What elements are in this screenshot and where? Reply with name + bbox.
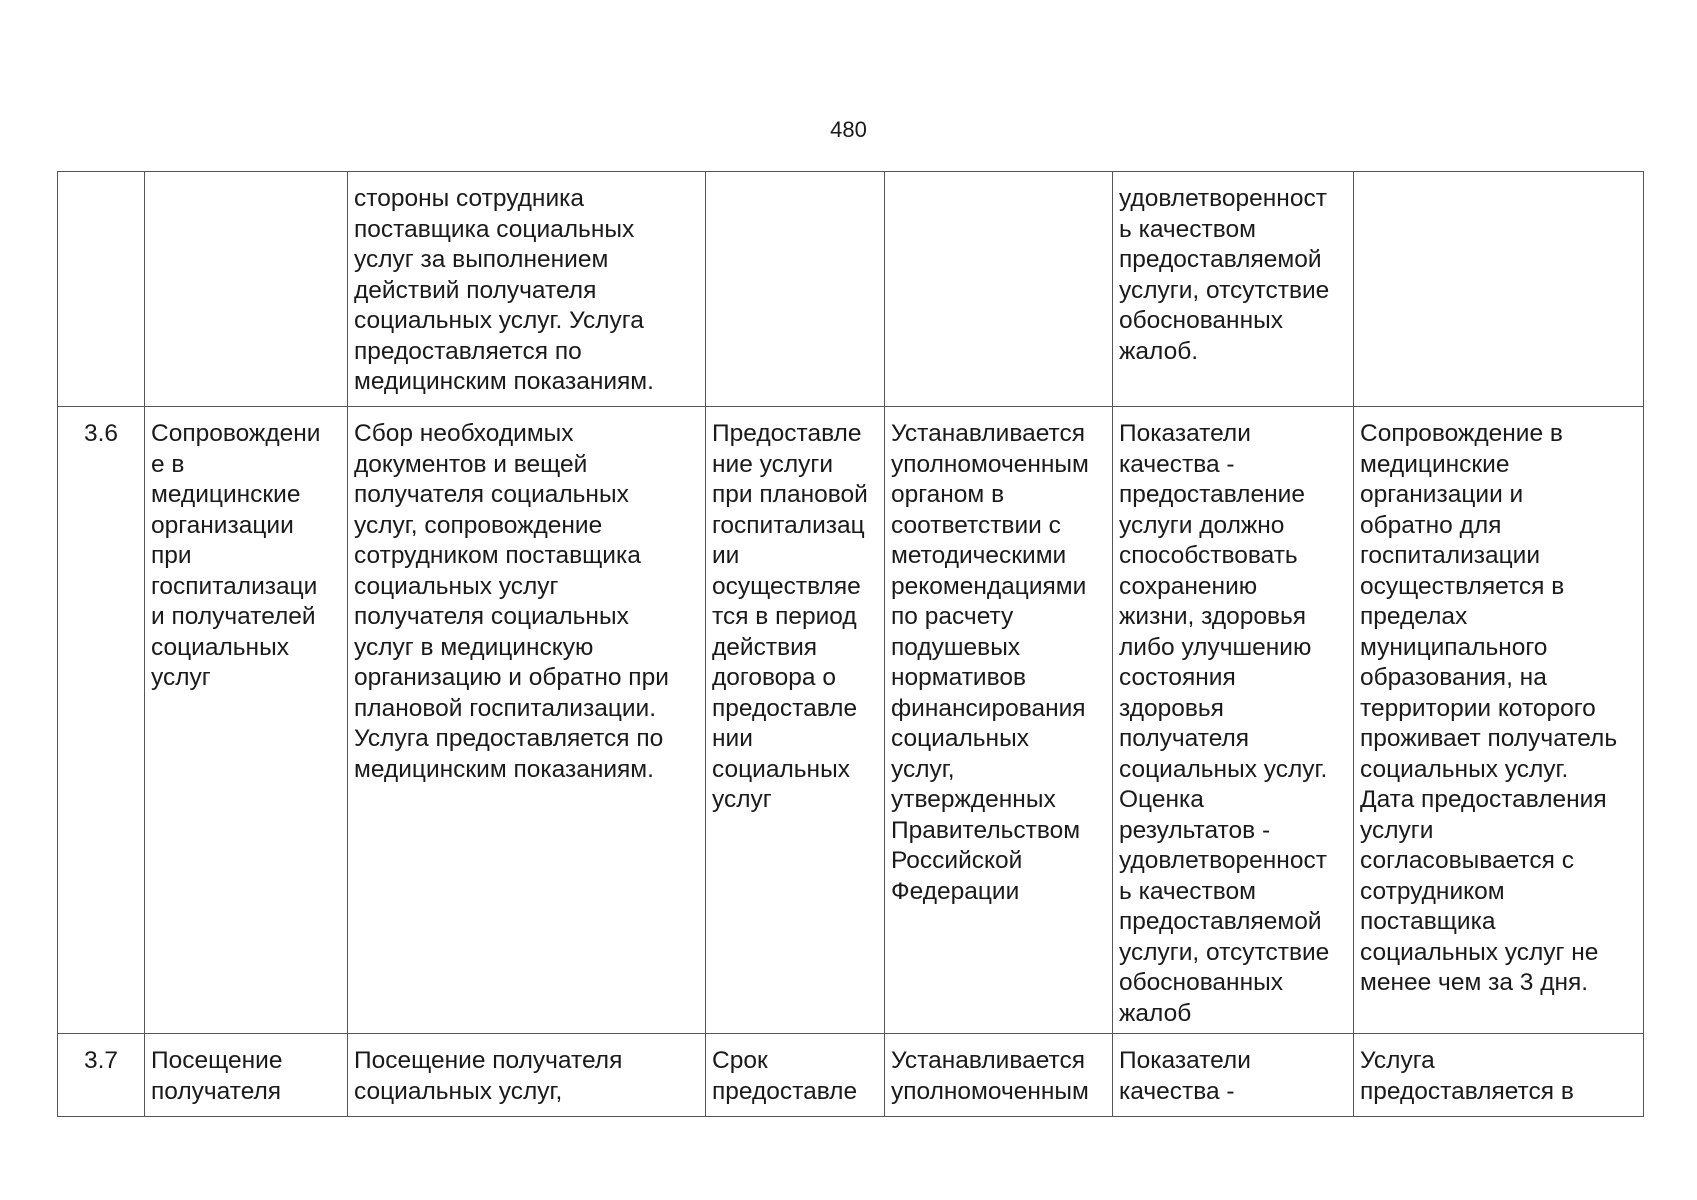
service-description-cell: Сбор необходимых документов и вещей получателя социальных услуг, сопровождение сотрудником поставщика социальных услуг получателя социальных услуг в медицинскую организацию и обратно при плановой госпитализации. Услуга предоставляется по медицинским показаниям.: [348, 407, 706, 1034]
service-norm-cell: Устанавливается уполномоченным: [885, 1034, 1113, 1117]
service-description-cell: стороны сотрудника поставщика социальных услуг за выполнением действий получателя социальных услуг. Услуга предоставляется по медицинским показаниям.: [348, 172, 706, 407]
table-row: [58, 1034, 1644, 1117]
service-number-cell: 3.7: [58, 1034, 145, 1117]
service-term-cell: [706, 172, 885, 407]
service-name-cell: [145, 172, 348, 407]
table-row: [58, 172, 1644, 407]
service-quality-cell: Показатели качества - предоставление услуги должно способствовать сохранению жизни, здоровья либо улучшению состояния здоровья получателя социальных услуг. Оценка результатов - удовлетворенност ь качеством предоставляемой услуги, отсутствие обоснованных жалоб: [1113, 407, 1354, 1034]
service-term-cell: Срок предоставле: [706, 1034, 885, 1117]
service-quality-cell: Показатели качества -: [1113, 1034, 1354, 1117]
service-name-cell: Сопровождени е в медицинские организации при госпитализаци и получателей социальных услуг: [145, 407, 348, 1034]
service-number-cell: [58, 172, 145, 407]
service-conditions-cell: Услуга предоставляется в: [1354, 1034, 1644, 1117]
service-quality-cell: удовлетворенност ь качеством предоставляемой услуги, отсутствие обоснованных жалоб.: [1113, 172, 1354, 407]
page-number: 480: [830, 117, 867, 142]
service-conditions-cell: Сопровождение в медицинские организации и обратно для госпитализации осуществляется в пределах муниципального образования, на территории которого проживает получатель социальных услуг. Дата предоставления услуги согласовывается с сотрудником поставщика социальных услуг не менее чем за 3 дня.: [1354, 407, 1644, 1034]
services-table: [57, 171, 1644, 1117]
table-row: [58, 407, 1644, 1034]
service-conditions-cell: [1354, 172, 1644, 407]
service-norm-cell: Устанавливается уполномоченным органом в соответствии с методическими рекомендациями по расчету подушевых нормативов финансирования социальных услуг, утвержденных Правительством Российской Федерации: [885, 407, 1113, 1034]
service-term-cell: Предоставле ние услуги при плановой госпитализац ии осуществляе тся в период действия договора о предоставле нии социальных услуг: [706, 407, 885, 1034]
service-norm-cell: [885, 172, 1113, 407]
service-number-cell: 3.6: [58, 407, 145, 1034]
service-description-cell: Посещение получателя социальных услуг,: [348, 1034, 706, 1117]
service-name-cell: Посещение получателя: [145, 1034, 348, 1117]
